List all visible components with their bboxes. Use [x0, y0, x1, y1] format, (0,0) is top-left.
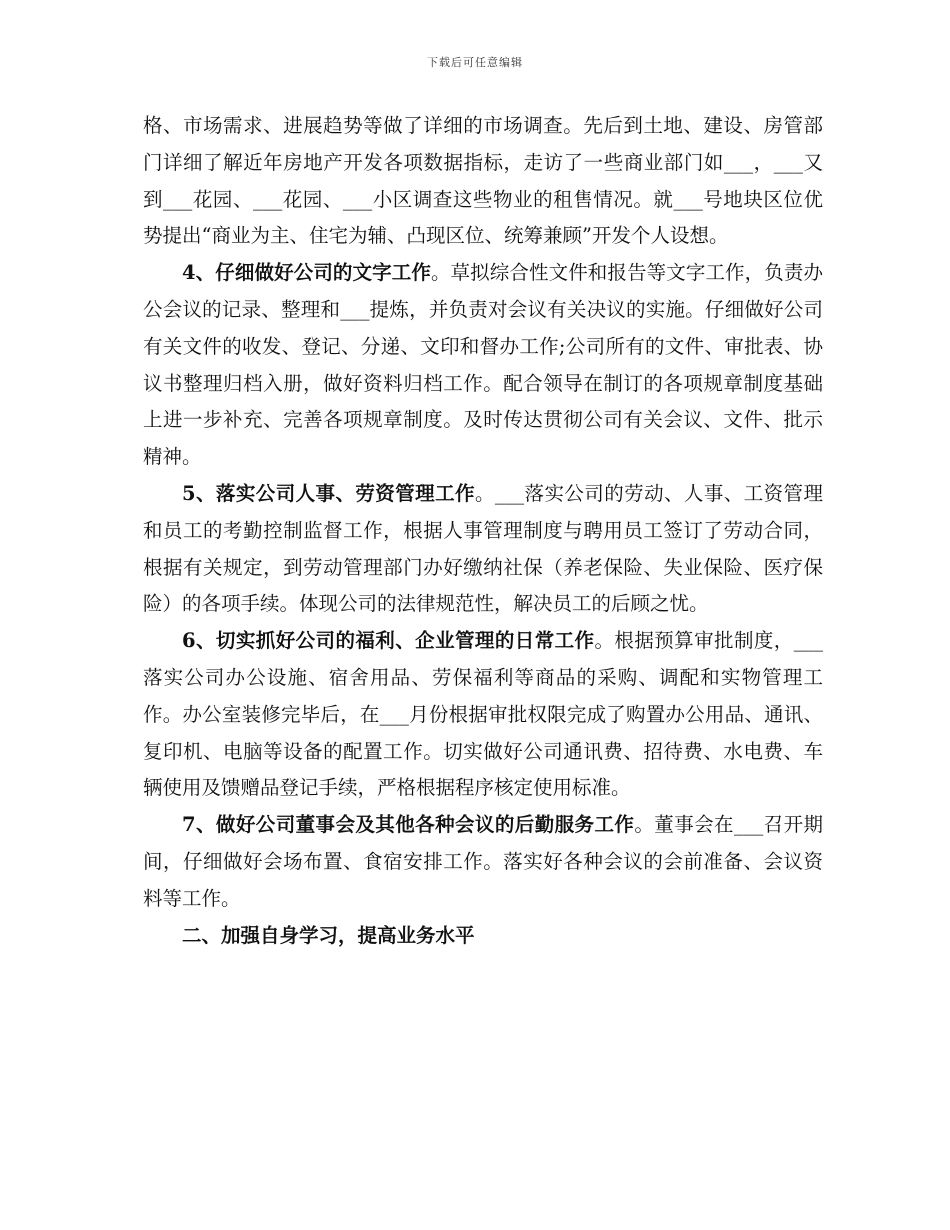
paragraph-item-6: [143, 623, 823, 807]
paragraph-lead: 5、落实公司人事、劳资管理工作: [182, 481, 475, 505]
document-body: [143, 108, 823, 954]
paragraph-item-7: [143, 807, 823, 917]
paragraph-lead: 7、做好公司董事会及其他各种会议的后勤服务工作: [182, 813, 635, 837]
paragraph-text: 。根据预算审批制度，___落实公司办公设施、宿舍用品、劳保福利等商品的采购、调配和实物管理工作。办公室装修完毕后，在___月份根据审批权限完成了购置办公用品、通讯、复印机、电脑等设备的配置工作。切实做好公司通讯费、招待费、水电费、车辆使用及馈赠品登记手续，严格根据程序核定使用标准。: [143, 629, 823, 800]
page-header: 下载后可任意编辑: [427, 56, 523, 69]
paragraph-text: 。___落实公司的劳动、人事、工资管理和员工的考勤控制监督工作，根据人事管理制度与聘用员工签订了劳动合同，根据有关规定，到劳动管理部门办好缴纳社保（养老保险、失业保险、医疗保险）的各项手续。体现公司的法律规范性，解决员工的后顾之忧。: [143, 481, 823, 616]
paragraph-text: 格、市场需求、进展趋势等做了详细的市场调查。先后到土地、建设、房管部门详细了解近年房地产开发各项数据指标，走访了一些商业部门如___，___又到___花园、___花园、___小区调查这些物业的租售情况。就___号地块区位优势提出“商业为主、住宅为辅、凸现区位、统筹兼顾”开发个人设想。: [143, 114, 823, 248]
paragraph-market-survey: [143, 108, 823, 255]
paragraph-item-4: [143, 255, 823, 476]
paragraph-text: 。草拟综合性文件和报告等文字工作，负责办公会议的记录、整理和___提炼，并负责对会议有关决议的实施。仔细做好公司有关文件的收发、登记、分递、文印和督办工作;公司所有的文件、审批表、协议书整理归档入册，做好资料归档工作。配合领导在制订的各项规章制度基础上进一步补充、完善各项规章制度。及时传达贯彻公司有关会议、文件、批示精神。: [143, 261, 823, 469]
paragraph-lead: 4、仔细做好公司的文字工作: [182, 261, 431, 285]
section-heading: 二、加强自身学习，提高业务水平: [182, 923, 475, 947]
paragraph-lead: 6、切实抓好公司的福利、企业管理的日常工作: [182, 629, 595, 653]
paragraph-text: 。董事会在___召开期间，仔细做好会场布置、食宿安排工作。落实好各种会议的会前准备、会议资料等工作。: [143, 813, 823, 910]
paragraph-item-5: [143, 476, 823, 623]
